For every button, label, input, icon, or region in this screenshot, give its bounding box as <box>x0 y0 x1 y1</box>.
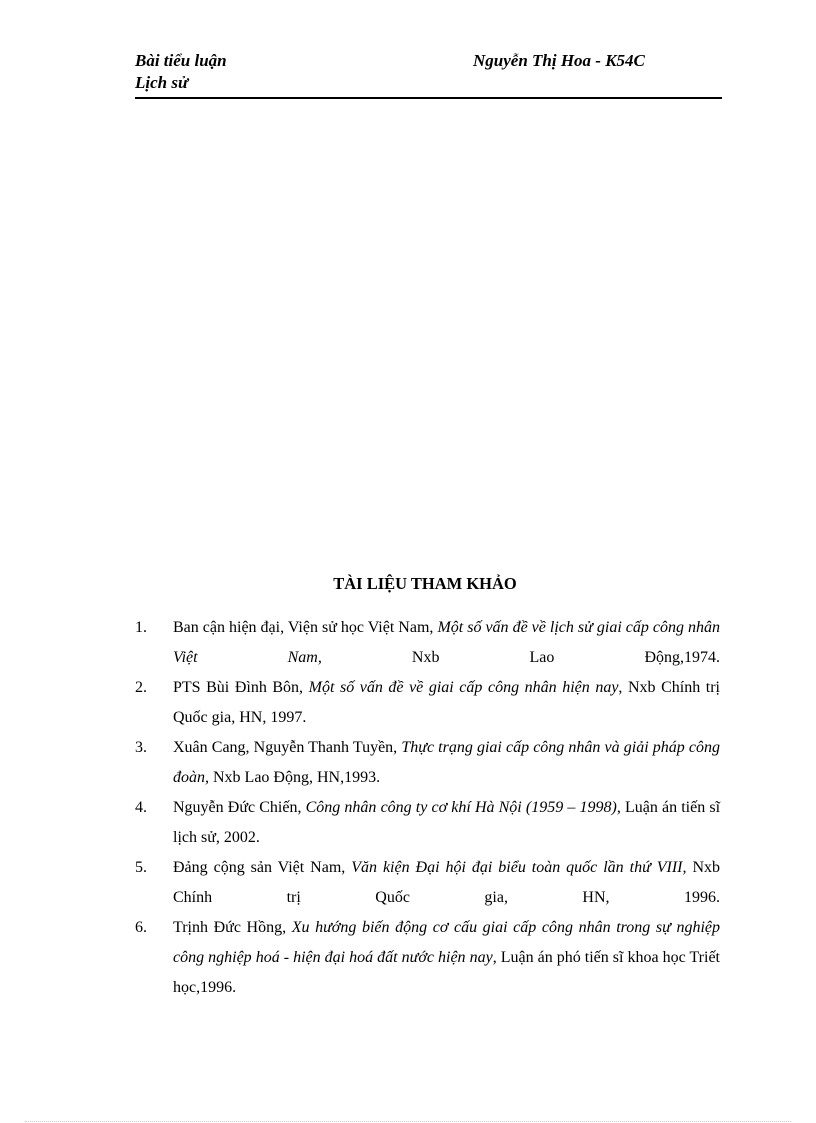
reference-text <box>173 733 720 793</box>
page-title: TÀI LIỆU THAM KHẢO <box>333 574 517 593</box>
reference-text <box>173 853 720 913</box>
reference-publisher: , Luận án tiến sĩ lịch sử, 2002. <box>173 799 721 846</box>
reference-number: 4. <box>135 799 147 816</box>
reference-work: Thực trạng giai cấp công nhân và giải pháp công đoàn, <box>173 739 720 786</box>
reference-number: 1. <box>135 619 147 636</box>
reference-text <box>173 793 720 853</box>
reference-text <box>173 613 720 673</box>
reference-author: Xuân Cang, Nguyễn Thanh Tuyền, <box>173 739 402 756</box>
course-label <box>135 50 227 94</box>
course-line-2: Lịch sử <box>135 73 189 92</box>
course-line-1: Bài tiểu luận <box>135 51 227 70</box>
reference-number: 5. <box>135 859 147 876</box>
reference-author: Ban cận hiện đại, Viện sử học Việt Nam, <box>173 619 438 636</box>
reference-publisher: Nxb Chính trị Quốc gia, HN, 1996. <box>173 859 721 906</box>
reference-number: 2. <box>135 679 147 696</box>
reference-item <box>135 613 720 673</box>
reference-list <box>135 613 720 1003</box>
author-name: Nguyễn Thị Hoa - K54C <box>473 51 645 70</box>
reference-publisher: Nxb Lao Động, HN,1993. <box>209 769 381 786</box>
reference-number: 3. <box>135 739 147 756</box>
reference-text <box>173 673 720 733</box>
page-bottom-border <box>25 1121 791 1122</box>
reference-work: Xu hướng biến động cơ cấu giai cấp công nhân trong sự nghiệp công nghiệp hoá - hiện đại hoá đất nước hiện nay <box>173 919 721 966</box>
reference-item <box>135 733 720 793</box>
reference-author: PTS Bùi Đình Bôn, <box>173 679 309 696</box>
reference-work: Một số vấn đề về lịch sử giai cấp công nhân Việt Nam, <box>173 619 720 666</box>
reference-author: Đảng cộng sản Việt Nam, <box>173 859 352 876</box>
reference-publisher: , Nxb Chính trị Quốc gia, HN, 1997. <box>173 679 721 726</box>
reference-item <box>135 913 720 1003</box>
reference-work: Công nhân công ty cơ khí Hà Nội (1959 – 1998) <box>305 799 617 816</box>
reference-work: Một số vấn đề về giai cấp công nhân hiện nay <box>308 679 619 696</box>
reference-publisher: Nxb Lao Động,1974. <box>321 649 720 666</box>
reference-item <box>135 853 720 913</box>
reference-item <box>135 793 720 853</box>
reference-number: 6. <box>135 919 147 936</box>
reference-author: Nguyễn Đức Chiến, <box>173 799 306 816</box>
page-header <box>135 50 722 99</box>
reference-publisher: , Luận án phó tiến sĩ khoa học Triết học,1996. <box>173 949 720 996</box>
reference-author: Trịnh Đức Hồng, <box>173 919 292 936</box>
reference-item <box>135 673 720 733</box>
reference-work: Văn kiện Đại hội đại biểu toàn quốc lần thứ VIII, <box>351 859 687 876</box>
reference-text <box>173 913 720 1003</box>
